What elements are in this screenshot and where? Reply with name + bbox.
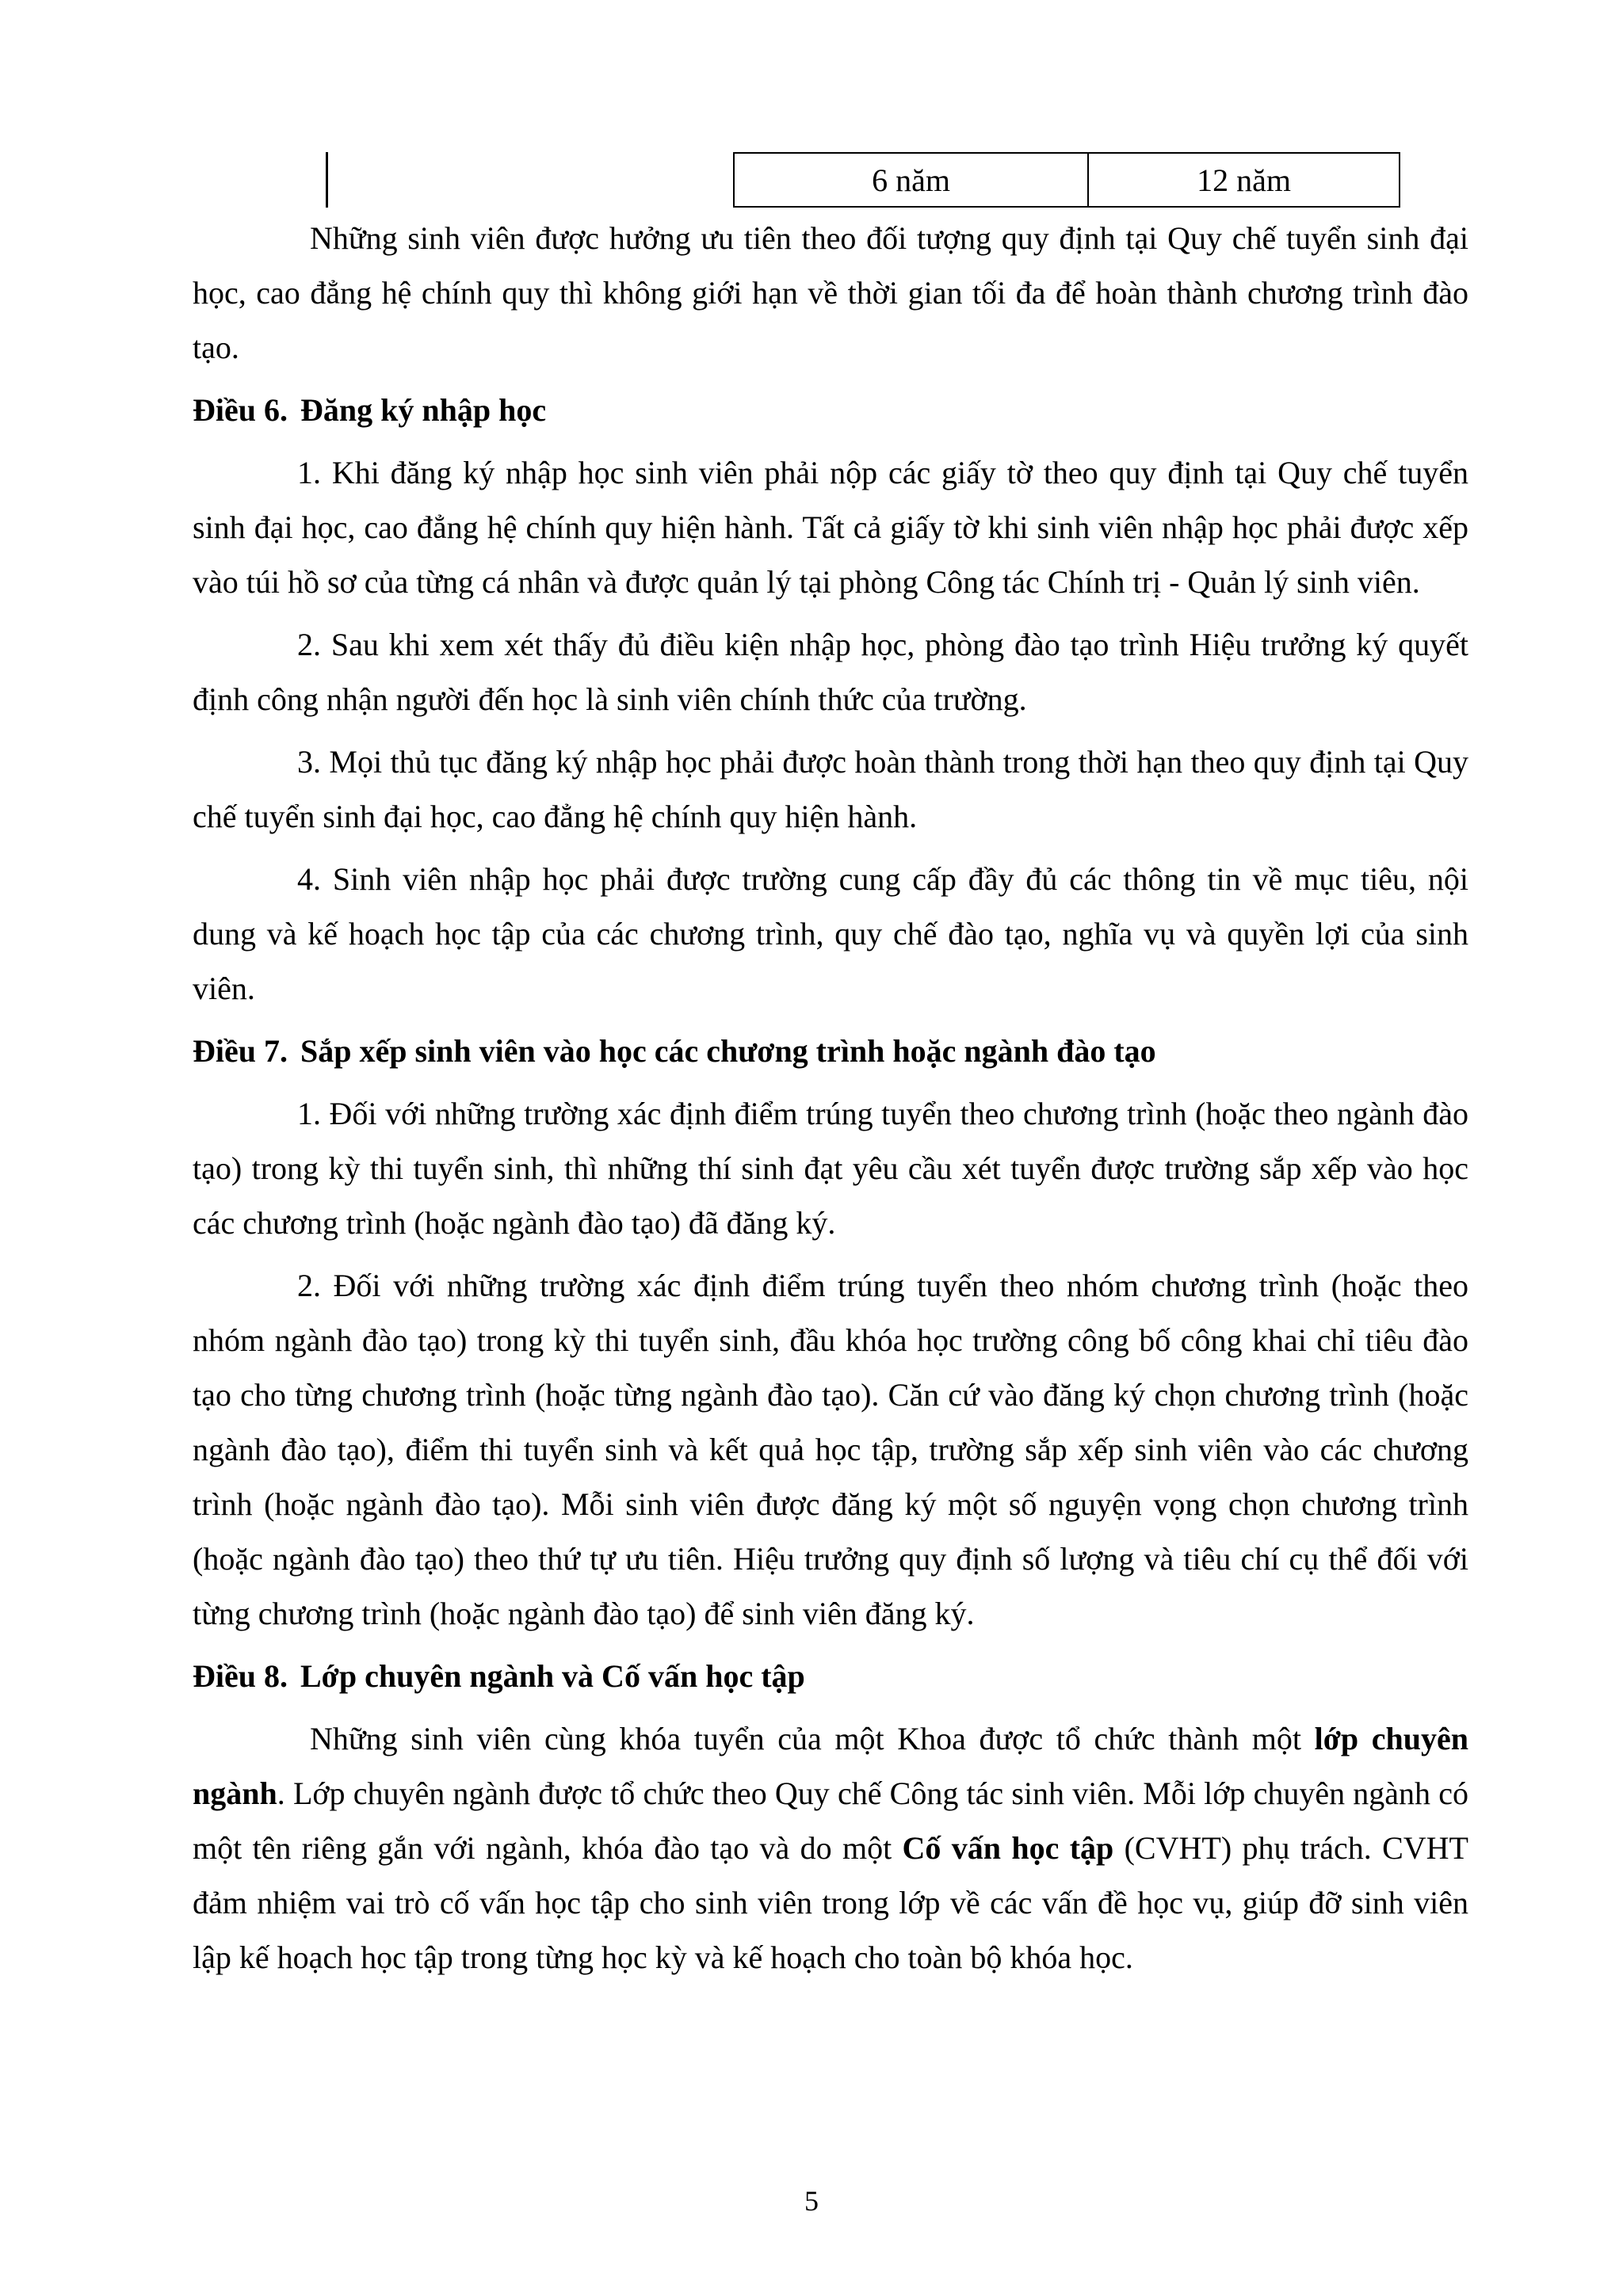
term-lop-chuyen-nganh: lớp chuyên ngành	[193, 1721, 1468, 1811]
text-segment: . Lớp chuyên ngành được tổ chức theo Quy chế Công tác sinh viên. Mỗi lớp chuyên ngành có một tên riêng gắn với ngành, khóa đào tạo và do một	[193, 1775, 1468, 1866]
article-title: Sắp xếp sinh viên vào học các chương trình hoặc ngành đào tạo	[300, 1033, 1156, 1069]
term-co-van-hoc-tap: Cố vấn học tập	[902, 1830, 1114, 1866]
article-6-paragraph-3: 3. Mọi thủ tục đăng ký nhập học phải được hoàn thành trong thời hạn theo quy định tại Quy chế tuyển sinh đại học, cao đẳng hệ chính quy hiện hành.	[193, 744, 1468, 834]
article-7-paragraph-2: 2. Đối với những trường xác định điểm trúng tuyển theo nhóm chương trình (hoặc theo nhóm ngành đào tạo) trong kỳ thi tuyển sinh, đầu khóa học trường công bố công khai chỉ tiêu đào tạo cho từng chương trình (hoặc từng ngành đào tạo). Căn cứ vào đăng ký chọn chương trình (hoặc ngành đào tạo), điểm thi tuyển sinh và kết quả học tập, trường sắp xếp sinh viên vào các chương trình (hoặc ngành đào tạo). Mỗi sinh viên được đăng ký một số nguyện vọng chọn chương trình (hoặc ngành đào tạo) theo thứ tự ưu tiên. Hiệu trưởng quy định số lượng và tiêu chí cụ thể đối với từng chương trình (hoặc ngành đào tạo) để sinh viên đăng ký.	[193, 1268, 1468, 1631]
table-cell: 12 năm	[1088, 153, 1400, 207]
duration-table-fragment	[733, 152, 1400, 208]
table-cell: 6 năm	[734, 153, 1088, 207]
article-number: Điều 7.	[193, 1033, 288, 1069]
page-number: 5	[804, 2185, 819, 2217]
article-7-heading	[193, 1024, 1468, 1078]
article-6-paragraph-1: 1. Khi đăng ký nhập học sinh viên phải nộp các giấy tờ theo quy định tại Quy chế tuyển sinh đại học, cao đẳng hệ chính quy hiện hành. Tất cả giấy tờ khi sinh viên nhập học phải được xếp vào túi hồ sơ của từng cá nhân và được quản lý tại phòng Công tác Chính trị - Quản lý sinh viên.	[193, 455, 1468, 600]
article-title: Đăng ký nhập học	[300, 392, 547, 428]
table-row	[734, 153, 1400, 207]
article-7-paragraph-1: 1. Đối với những trường xác định điểm trúng tuyển theo chương trình (hoặc theo ngành đào tạo) trong kỳ thi tuyển sinh, thì những thí sinh đạt yêu cầu xét tuyển được trường sắp xếp vào học các chương trình (hoặc ngành đào tạo) đã đăng ký.	[193, 1096, 1468, 1241]
table-left-border	[326, 152, 328, 208]
document-body	[193, 211, 1468, 1993]
article-number: Điều 6.	[193, 392, 288, 428]
text-segment: Những sinh viên cùng khóa tuyển của một Khoa được tổ chức thành một	[310, 1721, 1315, 1756]
article-6-paragraph-2: 2. Sau khi xem xét thấy đủ điều kiện nhập học, phòng đào tạo trình Hiệu trưởng ký quyết định công nhận người đến học là sinh viên chính thức của trường.	[193, 627, 1468, 717]
article-number: Điều 8.	[193, 1658, 288, 1694]
article-6-paragraph-4: 4. Sinh viên nhập học phải được trường cung cấp đầy đủ các thông tin về mục tiêu, nội dung và kế hoạch học tập của các chương trình, quy chế đào tạo, nghĩa vụ và quyền lợi của sinh viên.	[193, 861, 1468, 1006]
article-title: Lớp chuyên ngành và Cố vấn học tập	[300, 1658, 805, 1694]
article-8-paragraph	[193, 1711, 1468, 1985]
text-segment: (CVHT) phụ trách. CVHT đảm nhiệm vai trò cố vấn học tập cho sinh viên trong lớp về các vấn đề học vụ, giúp đỡ sinh viên lập kế hoạch học tập trong từng học kỳ và kế hoạch cho toàn bộ khóa học.	[193, 1830, 1468, 1975]
article-8-heading	[193, 1649, 1468, 1703]
article-6-heading	[193, 383, 1468, 437]
intro-paragraph: Những sinh viên được hưởng ưu tiên theo đối tượng quy định tại Quy chế tuyển sinh đại học, cao đẳng hệ chính quy thì không giới hạn về thời gian tối đa để hoàn thành chương trình đào tạo.	[193, 220, 1468, 365]
